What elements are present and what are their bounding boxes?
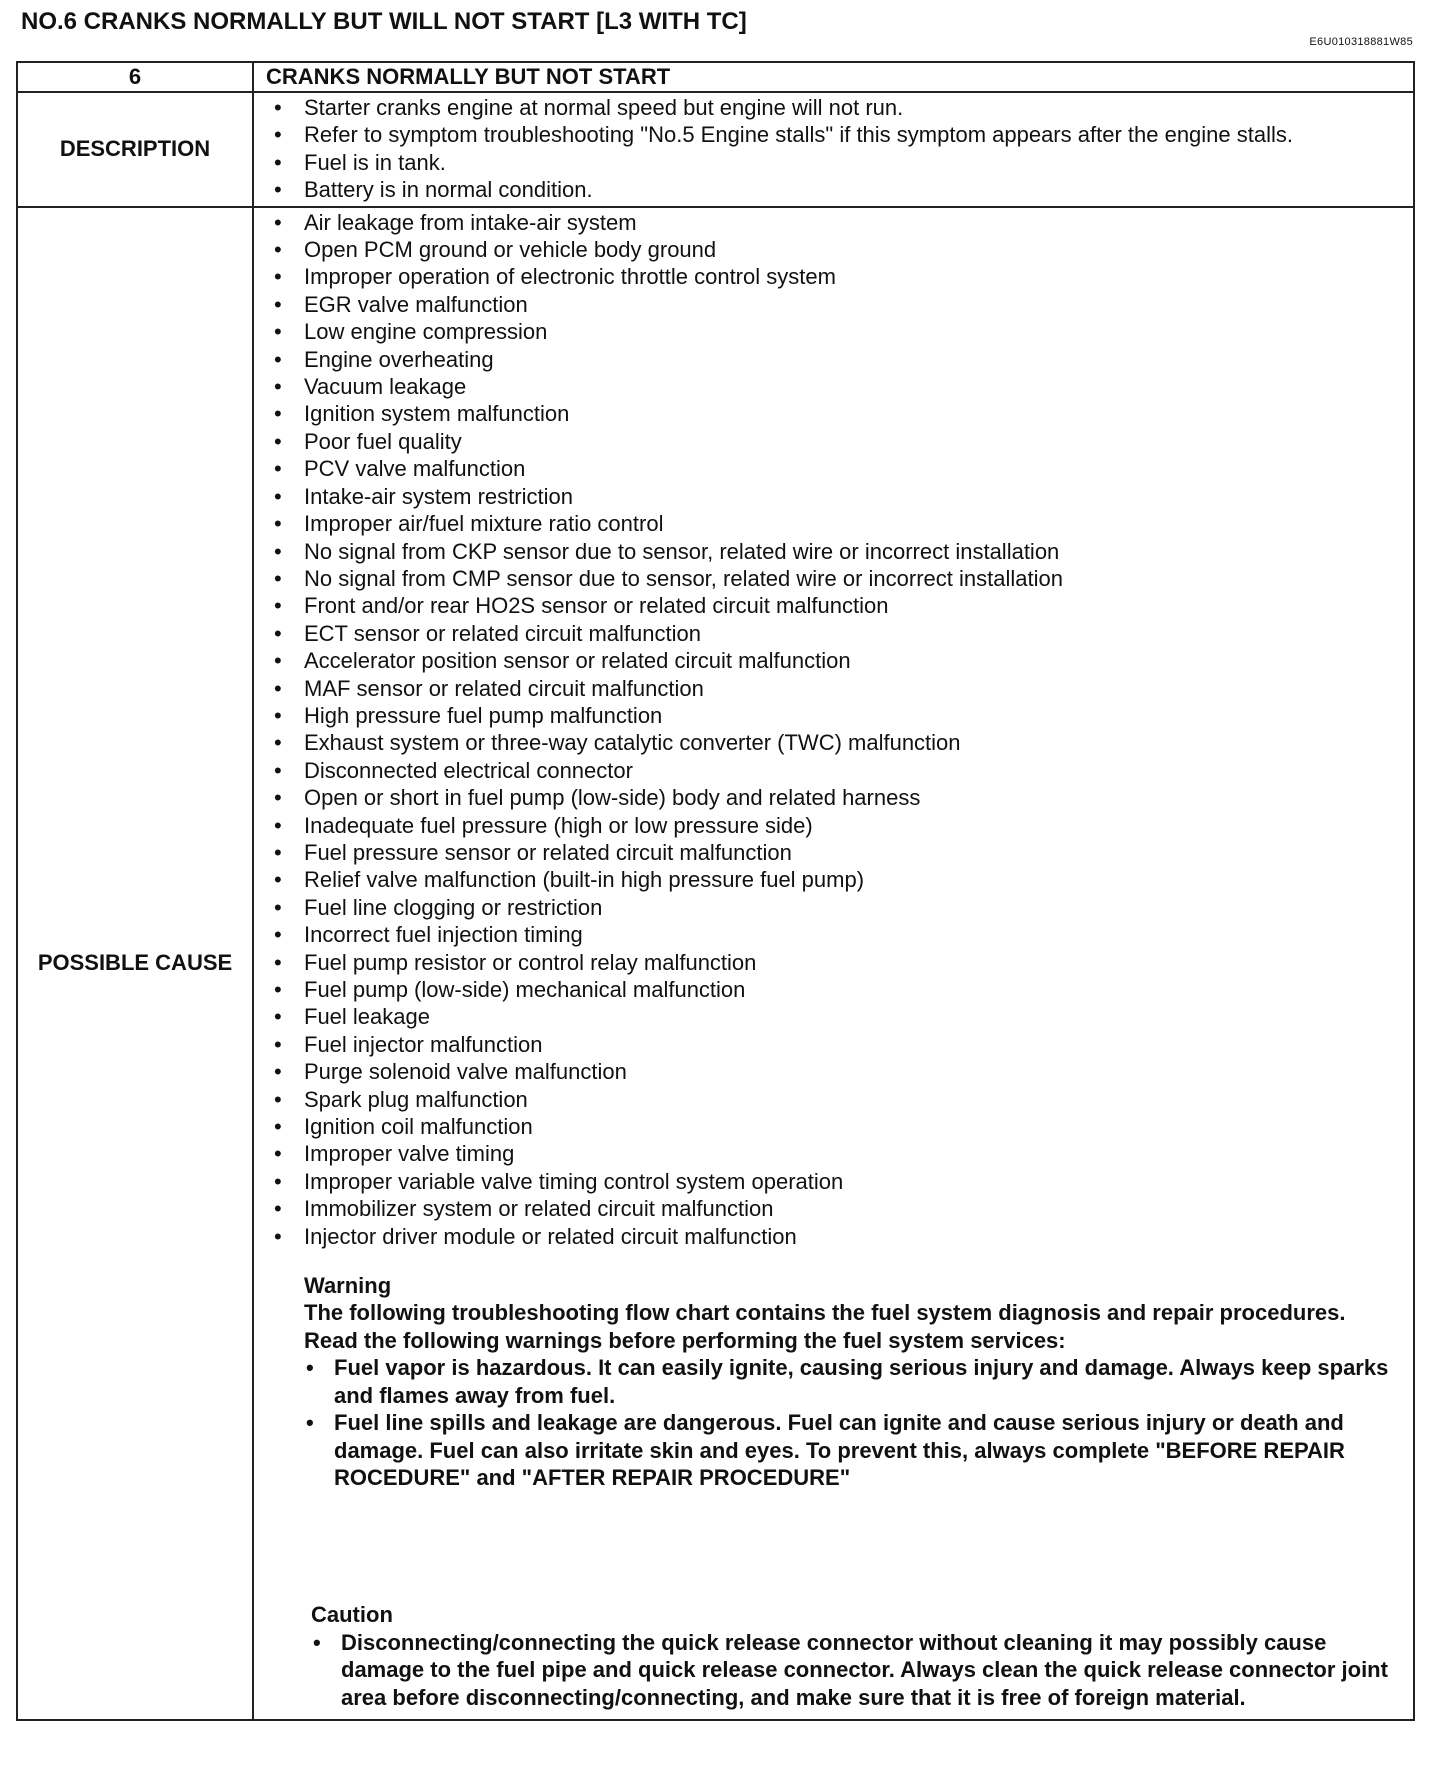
- list-item: • Disconnected electrical connector: [270, 757, 1413, 784]
- list-item: • Fuel leakage: [270, 1003, 1413, 1030]
- list-item: • Purge solenoid valve malfunction: [270, 1058, 1413, 1085]
- list-item: • ECT sensor or related circuit malfunction: [270, 620, 1413, 647]
- list-item: • Fuel pump (low-side) mechanical malfunction: [270, 976, 1413, 1003]
- list-item: • MAF sensor or related circuit malfunction: [270, 675, 1413, 702]
- caution-list: [311, 1629, 1389, 1711]
- warning-body: The following troubleshooting flow chart contains the fuel system diagnosis and repair procedures. Read the following warnings before performing the fuel system services:: [304, 1300, 1346, 1353]
- list-item: • Vacuum leakage: [270, 373, 1413, 400]
- list-item: • Open PCM ground or vehicle body ground: [270, 236, 1413, 263]
- list-item: • EGR valve malfunction: [270, 291, 1413, 318]
- list-item: • Ignition system malfunction: [270, 400, 1413, 427]
- list-item: • Engine overheating: [270, 346, 1413, 373]
- list-item: • Immobilizer system or related circuit malfunction: [270, 1195, 1413, 1222]
- list-item: • Fuel is in tank.: [270, 149, 1413, 176]
- list-item: • Ignition coil malfunction: [270, 1113, 1413, 1140]
- warning-heading: Warning: [304, 1273, 392, 1299]
- caution-block: [311, 1601, 1389, 1711]
- possible-cause-cell: [253, 207, 1414, 1720]
- list-item: • Low engine compression: [270, 318, 1413, 345]
- list-item: • Injector driver module or related circuit malfunction: [270, 1223, 1413, 1250]
- list-item: • Improper operation of electronic throttle control system: [270, 263, 1413, 290]
- list-item: • Fuel pressure sensor or related circuit malfunction: [270, 839, 1413, 866]
- caution-item: • Disconnecting/connecting the quick release connector without cleaning it may possibly cause damage to the fuel pipe and quick release connector. Always clean the quick release connector joint area before disconnecting/connecting, and make sure that it is free of foreign material.: [311, 1629, 1389, 1711]
- description-row: [17, 92, 1414, 207]
- list-item: • Battery is in normal condition.: [270, 176, 1413, 203]
- document-code: E6U010318881W85: [1309, 36, 1413, 48]
- description-cell: [253, 92, 1414, 207]
- list-item: • Fuel injector malfunction: [270, 1031, 1413, 1058]
- list-item: • Fuel line clogging or restriction: [270, 894, 1413, 921]
- possible-cause-label: POSSIBLE CAUSE: [17, 207, 253, 1720]
- warning-item: • Fuel line spills and leakage are dangerous. Fuel can ignite and cause serious injury or death and damage. Fuel can also irritate skin and eyes. To prevent this, always complete "BEFORE REPAIR ROCEDURE" and "AFTER REPAIR PROCEDURE": [304, 1409, 1389, 1491]
- list-item: • Inadequate fuel pressure (high or low pressure side): [270, 812, 1413, 839]
- list-item: • Relief valve malfunction (built-in high pressure fuel pump): [270, 866, 1413, 893]
- list-item: • Incorrect fuel injection timing: [270, 921, 1413, 948]
- possible-cause-row: [17, 207, 1414, 1720]
- list-item: • Improper air/fuel mixture ratio control: [270, 510, 1413, 537]
- warning-list: [304, 1354, 1389, 1491]
- list-item: • Improper valve timing: [270, 1140, 1413, 1167]
- description-label: DESCRIPTION: [17, 92, 253, 207]
- caution-heading: Caution: [311, 1602, 393, 1628]
- list-item: • No signal from CKP sensor due to sensor, related wire or incorrect installation: [270, 538, 1413, 565]
- list-item: • PCV valve malfunction: [270, 455, 1413, 482]
- list-item: • High pressure fuel pump malfunction: [270, 702, 1413, 729]
- list-item: • Poor fuel quality: [270, 428, 1413, 455]
- symptom-table: [16, 61, 1415, 1721]
- list-item: • Starter cranks engine at normal speed but engine will not run.: [270, 94, 1413, 121]
- page-title: NO.6 CRANKS NORMALLY BUT WILL NOT START [L3 WITH TC]: [21, 8, 747, 35]
- list-item: • Refer to symptom troubleshooting "No.5 Engine stalls" if this symptom appears after the engine stalls.: [270, 121, 1413, 148]
- list-item: • No signal from CMP sensor due to sensor, related wire or incorrect installation: [270, 565, 1413, 592]
- list-item: • Accelerator position sensor or related circuit malfunction: [270, 647, 1413, 674]
- warning-item: • Fuel vapor is hazardous. It can easily ignite, causing serious injury and damage. Always keep sparks and flames away from fuel.: [304, 1354, 1389, 1409]
- description-list: [254, 94, 1413, 204]
- symptom-number: 6: [17, 62, 253, 92]
- list-item: • Exhaust system or three-way catalytic converter (TWC) malfunction: [270, 729, 1413, 756]
- list-item: • Improper variable valve timing control system operation: [270, 1168, 1413, 1195]
- list-item: • Spark plug malfunction: [270, 1086, 1413, 1113]
- list-item: • Intake-air system restriction: [270, 483, 1413, 510]
- list-item: • Air leakage from intake-air system: [270, 209, 1413, 236]
- list-item: • Front and/or rear HO2S sensor or related circuit malfunction: [270, 592, 1413, 619]
- warning-block: [304, 1272, 1389, 1491]
- list-item: • Fuel pump resistor or control relay malfunction: [270, 949, 1413, 976]
- symptom-title: CRANKS NORMALLY BUT NOT START: [253, 62, 1414, 92]
- table-header-row: [17, 62, 1414, 92]
- list-item: • Open or short in fuel pump (low-side) body and related harness: [270, 784, 1413, 811]
- possible-cause-list: [254, 209, 1413, 1250]
